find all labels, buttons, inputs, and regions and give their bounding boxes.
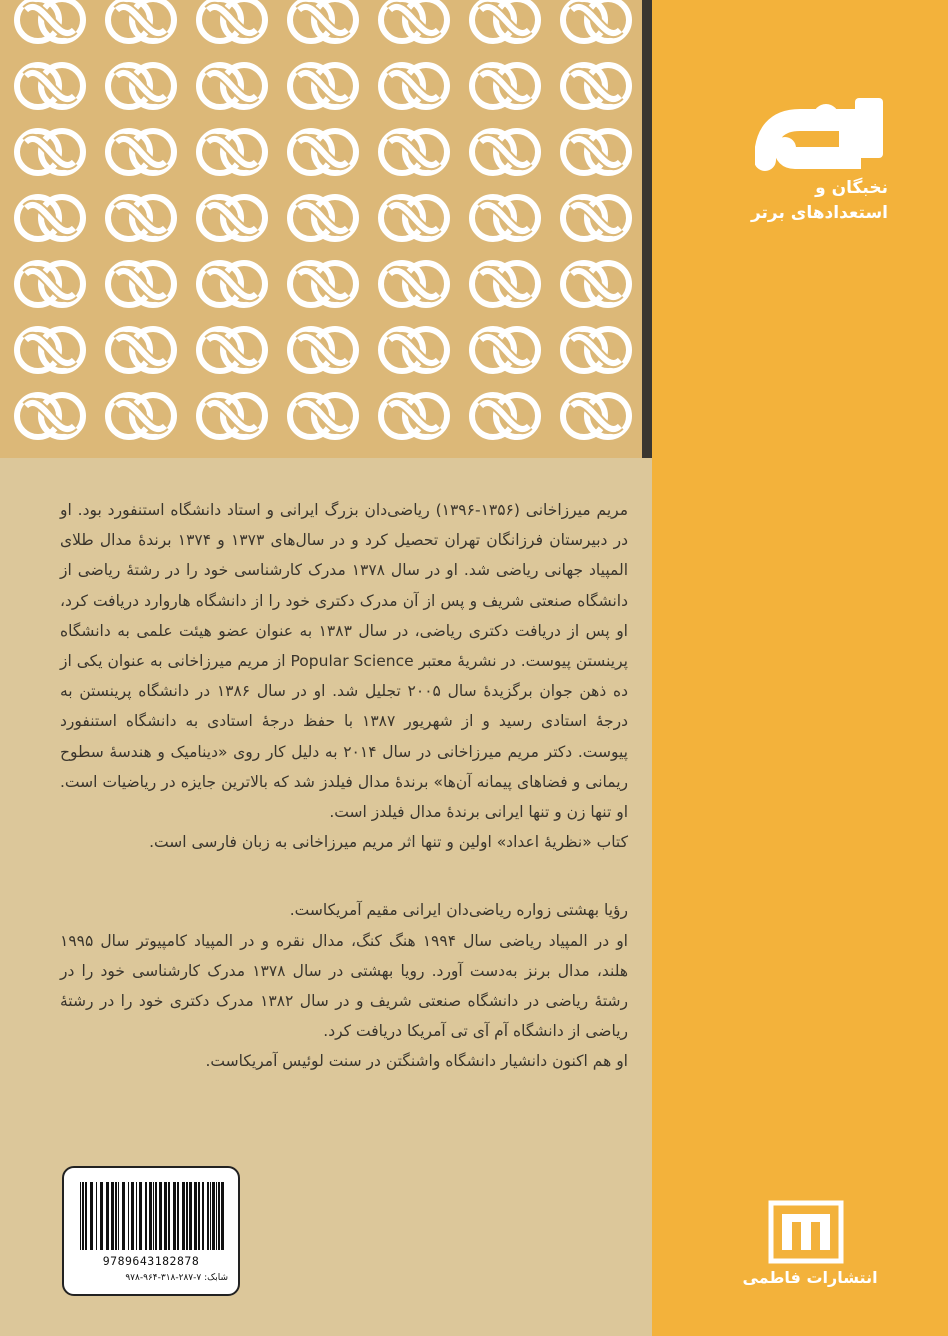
barcode-bar [207,1182,209,1250]
knot-motif [17,197,83,239]
barcode-bar [96,1182,97,1250]
spine-strip [652,0,948,1336]
barcode-bar [115,1182,117,1250]
barcode-bar [164,1182,167,1250]
knot-motif [290,197,356,239]
knot-motif [108,0,174,41]
book-note-paragraph: کتاب «نظریهٔ اعداد» اولین و تنها اثر مریم میرزاخانی به زبان فارسی است. [149,833,628,852]
knot-motif [199,131,265,173]
barcode-bar [177,1182,179,1250]
knot-motif [472,329,538,371]
knot-motif [381,65,447,107]
knot-pattern-panel [0,0,642,458]
publisher-name: انتشارات فاطمی [742,1268,878,1287]
knot-motif [563,131,629,173]
knot-motif [108,329,174,371]
knot-motif [472,395,538,437]
bio-paragraph-beheshti-details: او در المپیاد ریاضی سال ۱۹۹۴ هنگ کنگ، مدال نقره و در المپیاد کامپیوتر سال ۱۹۹۵ هلند، مدال برنز به‌دست آورد. رویا بهشتی در سال ۱۳۷۸ مدرک کارشناسی خود را در رشتهٔ ریاضی در دانشگاه صنعتی شریف و در سال ۱۳۸۲ مدرک دکتری خود را در رشتهٔ ریاضی از دانشگاه آم آی تی آمریکا دریافت کرد. [60,931,628,1041]
barcode-icon [78,1182,228,1252]
barcode-bar [100,1182,103,1250]
knot-motif [381,197,447,239]
barcode-bar [106,1182,109,1250]
barcode-bar [173,1182,176,1250]
barcode-bar [80,1182,81,1250]
barcode-bar [139,1182,142,1250]
barcode-bar [155,1182,157,1250]
barcode-bar [145,1182,147,1250]
paragraph-gap [60,857,628,895]
bio-paragraph-beheshti-intro: رؤیا بهشتی زواره ریاضی‌دان ایرانی مقیم آمریکاست. [289,901,628,920]
knot-motif [199,0,265,41]
barcode-bar [149,1182,152,1250]
barcode-bar [128,1182,129,1250]
knot-motif [17,329,83,371]
knot-motif [563,0,629,41]
publisher-logo-icon [768,1200,844,1264]
knot-motif [381,0,447,41]
knot-motif [17,131,83,173]
knot-pattern [0,0,642,458]
back-cover-text [60,495,628,1077]
barcode-bar [131,1182,134,1250]
knot-motif [17,0,83,41]
barcode-bar [111,1182,114,1250]
barcode-bar [194,1182,197,1250]
barcode-bar [186,1182,188,1250]
barcode-bar [85,1182,87,1250]
barcode-bar [189,1182,192,1250]
series-logo-mark-icon [755,90,905,180]
barcode-bar [122,1182,125,1250]
bio-paragraph-beheshti-current: او هم اکنون دانشیار دانشگاه واشنگتن در سنت لوئیس آمریکاست. [205,1052,628,1071]
series-logo-line2: استعدادهای برتر [750,203,888,223]
barcode-bar [221,1182,224,1250]
knot-motif [472,65,538,107]
knot-motif [199,197,265,239]
knot-motif [17,395,83,437]
knot-motif [381,263,447,305]
knot-motif [290,395,356,437]
barcode-panel [62,1166,240,1296]
knot-motif [108,131,174,173]
knot-motif [108,65,174,107]
knot-motif [381,395,447,437]
barcode-bar [198,1182,200,1250]
knot-motif [290,263,356,305]
knot-motif [199,263,265,305]
barcode-bar [202,1182,204,1250]
knot-motif [17,263,83,305]
barcode-bar [118,1182,119,1250]
knot-motif [199,329,265,371]
barcode-bar [90,1182,93,1250]
barcode-bar [159,1182,162,1250]
knot-motif [290,131,356,173]
barcode-bar [168,1182,170,1250]
knot-motif [563,395,629,437]
knot-motif [472,197,538,239]
knot-motif [290,65,356,107]
knot-motif [381,131,447,173]
knot-motif [563,197,629,239]
barcode-bar [182,1182,185,1250]
knot-motif [563,65,629,107]
barcode-bar [153,1182,154,1250]
knot-motif [17,65,83,107]
knot-motif [472,0,538,41]
bio-paragraph-mirzakhani: مریم میرزاخانی (۱۳۵۶-۱۳۹۶) ریاضی‌دان بزرگ ایرانی و استاد دانشگاه استنفورد بود. او در دبیرستان فرزانگان تهران تحصیل کرد و در سال‌های ۱۳۷۳ و ۱۳۷۴ برندهٔ مدال طلای المپیاد جهانی ریاضی شد. او در سال ۱۳۷۸ مدرک کارشناسی خود را در رشتهٔ ریاضی از دانشگاه صنعتی شریف و پس از آن مدرک دکتری خود را از دانشگاه هاروارد دریافت کرد، او پس از دریافت دکتری ریاضی، در سال ۱۳۸۳ به عنوان عضو هیئت علمی به دانشگاه پرینستن پیوست. در نشریهٔ معتبر Popular Science از مریم میرزاخانی به عنوان یکی از ده ذهن جوان برگزیدهٔ سال ۲۰۰۵ تجلیل شد. او در سال ۱۳۸۶ در دانشگاه پرینستن به درجهٔ استادی رسید و از شهریور ۱۳۸۷ با حفظ درجهٔ استادی به دانشگاه استنفورد پیوست. دکتر مریم میرزاخانی در سال ۲۰۱۴ به دلیل کار روی «دینامیک و هندسهٔ سطوح ریمانی و فضاهای پیمانه آن‌ها» برندهٔ مدال فیلدز شد که بالاترین جایزه در ریاضیات است. او تنها زن و تنها ایرانی برندهٔ مدال فیلدز است. [60,501,629,822]
knot-motif [563,263,629,305]
barcode-bar [136,1182,137,1250]
barcode-bar [210,1182,211,1250]
knot-motif [290,329,356,371]
barcode-bar [218,1182,220,1250]
pattern-divider-bar [642,0,652,458]
barcode-bar [216,1182,217,1250]
knot-motif [108,263,174,305]
knot-motif [381,329,447,371]
knot-motif [472,263,538,305]
series-logo-line1: نخبگان و [815,178,888,198]
barcode-digits: 9789643182878 [102,1254,200,1268]
barcode-bar [212,1182,215,1250]
isbn-label: شابک: ۷-۲۸۷-۳۱۸-۹۶۴-۹۷۸ [125,1273,228,1283]
knot-motif [108,197,174,239]
knot-motif [199,395,265,437]
knot-motif [290,0,356,41]
knot-motif [563,329,629,371]
knot-motif [199,65,265,107]
barcode-bar [82,1182,84,1250]
knot-motif [108,395,174,437]
knot-motif [472,131,538,173]
